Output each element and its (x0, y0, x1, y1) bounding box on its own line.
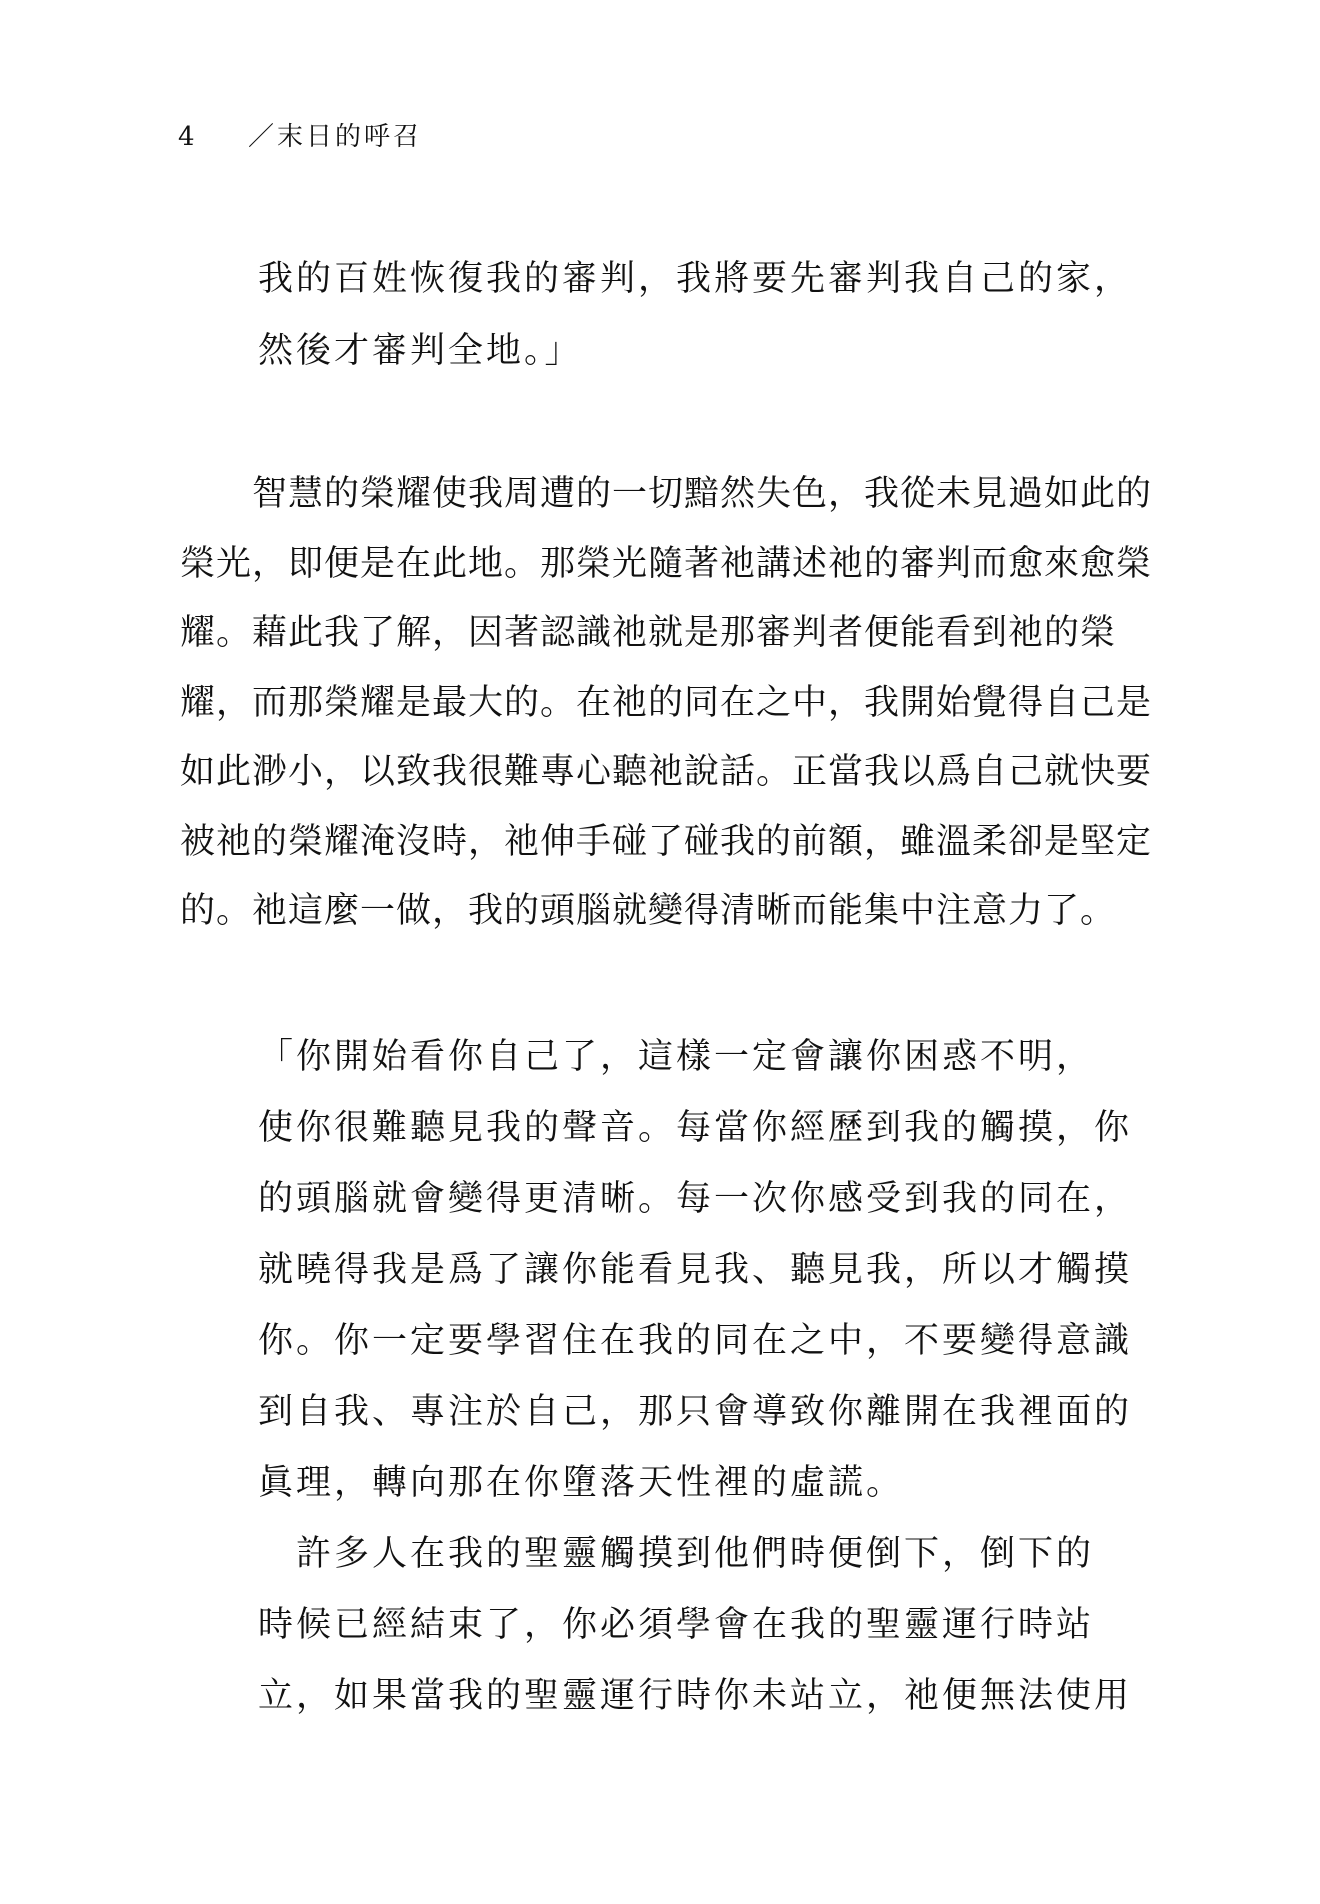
text-line: 許多人在我的聖靈觸摸到他們時便倒下，倒下的 (258, 1534, 1095, 1574)
quote-paragraph (258, 1022, 1133, 1732)
text-line: 耀，而那榮耀是最大的。在祂的同在之中，我開始覺得自己是 (180, 682, 1153, 723)
text-line: 就曉得我是爲了讓你能看見我、聽見我，所以才觸摸 (258, 1250, 1133, 1290)
text-line: 立，如果當我的聖靈運行時你未站立，祂便無法使用 (258, 1676, 1133, 1716)
text-line: 的。祂這麼一做，我的頭腦就變得清晰而能集中注意力了。 (180, 891, 1117, 931)
body-paragraph (180, 460, 1153, 947)
page-header (178, 122, 422, 152)
text-line: 然後才審判全地。」 (258, 331, 583, 371)
text-line: 被祂的榮耀淹沒時，祂伸手碰了碰我的前額，雖溫柔卻是堅定 (180, 821, 1153, 862)
running-title: ／末日的呼召 (248, 122, 423, 152)
quote-continuation (258, 243, 1138, 387)
text-line: 眞理，轉向那在你墮落天性裡的虛謊。 (258, 1463, 905, 1503)
text-line: 智慧的榮耀使我周遭的一切黯然失色，我從未見過如此的 (180, 474, 1153, 514)
text-line: 如此渺小，以致我很難專心聽祂說話。正當我以爲自己就快要 (180, 752, 1153, 792)
text-line: 到自我、專注於自己，那只會導致你離開在我裡面的 (258, 1392, 1133, 1432)
text-line: 我的百姓恢復我的審判，我將要先審判我自己的家， (258, 259, 1133, 299)
text-line: 「你開始看你自己了，這樣一定會讓你困惑不明， (258, 1037, 1095, 1077)
text-line: 使你很難聽見我的聲音。每當你經歷到我的觸摸，你 (258, 1108, 1133, 1148)
text-line: 榮光，即便是在此地。那榮光隨著祂講述祂的審判而愈來愈榮 (180, 543, 1153, 584)
text-line: 耀。藉此我了解，因著認識祂就是那審判者便能看到祂的榮 (180, 613, 1117, 653)
text-line: 你。你一定要學習住在我的同在之中，不要變得意識 (258, 1321, 1133, 1361)
text-line: 的頭腦就會變得更清晰。每一次你感受到我的同在， (258, 1179, 1133, 1219)
text-line: 時候已經結束了，你必須學會在我的聖靈運行時站 (258, 1605, 1095, 1645)
page-number: 4 (178, 122, 195, 152)
